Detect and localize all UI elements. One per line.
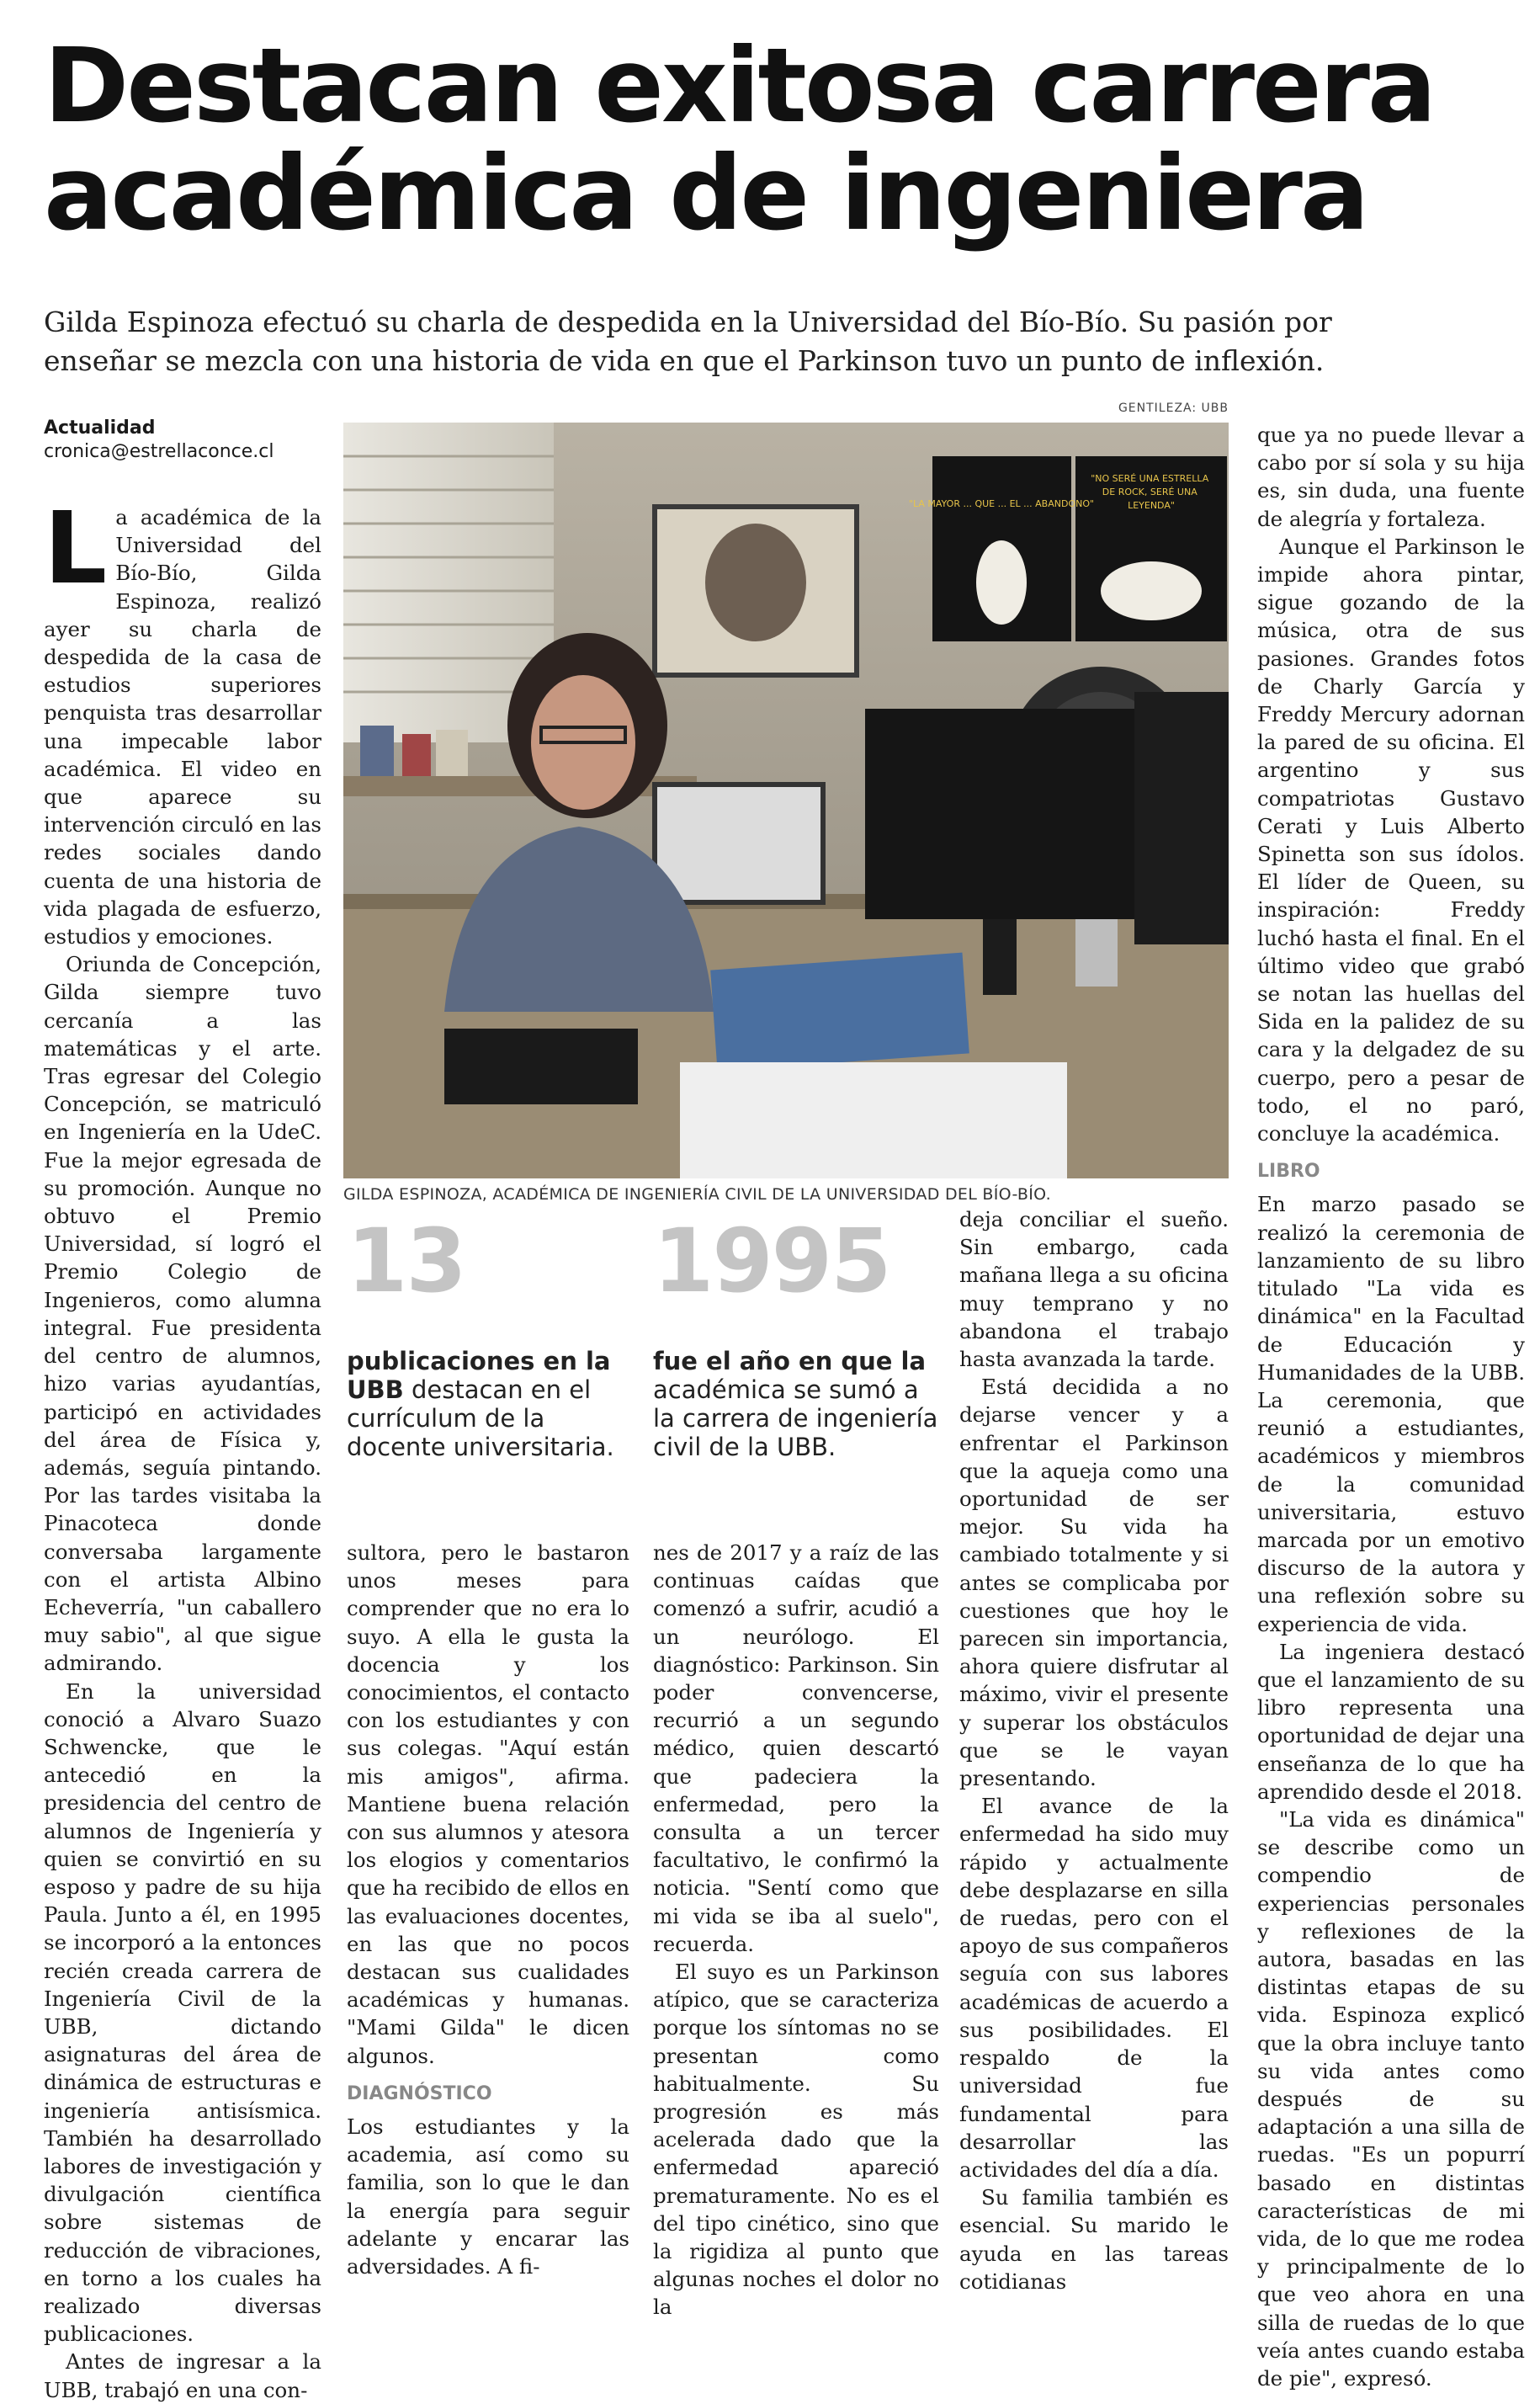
stat-1-text [347,1347,616,1461]
article-paragraph: Oriunda de Concepción, Gilda siempre tuvo cercanía a las matemáticas y el arte. Tras egresar del Colegio Concepción, se matriculó en Ingeniería en la UdeC. Fue la mejor egresada de su promoción. Aunque no obtuvo el Premio Universidad, sí logró el Premio Colegio de Ingenieros, como alumna integral. Fue presidenta del centro de alumnos, hizo varias ayudantías, participó en actividades del área de Física y, además, seguía pintando. Por las tardes visitaba la Pinacoteca donde conversaba largamente con el artista Albino Echeverría, "un caballero muy sabio", al que sigue admirando. [44,952,321,1676]
deck [44,303,1508,380]
article-column-2 [347,1539,629,2280]
stat-2-number: 1995 [653,1210,890,1312]
stat-2-rest: académica se sumó a la carrera de ingeniería civil de la UBB. [653,1375,938,1461]
byline-email: cronica@estrellaconce.cl [44,441,274,462]
poster-right-text: "NO SERÉ UNA ESTRELLA DE ROCK, SERÉ UNA LEYENDA" [1091,473,1209,511]
section-label-diagnostico: DIAGNÓSTICO [347,2082,492,2104]
article-paragraph: En marzo pasado se realizó la ceremonia de lanzamiento de su libro titulado "La vida es dinámica" en la Facultad de Educación y Humanidades de la UBB. La ceremonia, que reunió a estudiantes, académicos y miembros de la comunidad universitaria, estuvo marcada por un emotivo discurso de la autora y una reflexión sobre su experiencia de vida. [1257,1192,1525,1636]
article-paragraph: El suyo es un Parkinson atípico, que se caracteriza porque los síntomas no se presentan como habitualmente. Su progresión es más acelerada dado que la enfermedad apareció prematuramente. No es el del tipo cinético, sino que la rigidiza al punto que algunas noches el dolor no la [653,1960,939,2320]
article-paragraph [44,490,321,950]
article-paragraph: deja conciliar el sueño. Sin embargo, cada mañana llega a su oficina muy temprano y no abandona el trabajo hasta avanzada la tarde. [959,1207,1229,1372]
poster-left-text: "LA MAYOR ... QUE ... EL ... ABANDONO" [908,498,1095,509]
photo-caption: GILDA ESPINOZA, ACADÉMICA DE INGENIERÍA CIVIL DE LA UNIVERSIDAD DEL BÍO-BÍO. [343,1185,1051,1204]
section-label-libro: LIBRO [1257,1161,1320,1183]
article-paragraph: En la universidad conoció a Alvaro Suazo Schwencke, que le antecedió en la presidencia del centro de alumnos de Ingeniería y quien se convirtió en su esposo y padre de su hija Paula. Junto a él, en 1995 se incorporó a la entonces recién creada carrera de Ingeniería Civil de la UBB, dictando asignaturas del área de dinámica de estructuras e ingeniería antisísmica. También ha desarrollado labores de investigación y divulgación científica sobre sistemas de reducción de vibraciones, en torno a los cuales ha realizado diversas publicaciones. [44,1678,321,2347]
headline [44,26,1508,253]
stat-1-rest: destacan en el currículum de la docente universitaria. [347,1375,614,1461]
article-paragraph: Su familia también es esencial. Su marido le ayuda en las tareas cotidianas [959,2185,1229,2294]
article-photo [343,423,1229,1178]
article-paragraph: "La vida es dinámica" se describe como un compendio de experiencias personales y reflexiones de la autora, basadas en las distintas etapas de su vida. Espinoza explicó que la obra incluye tanto su vida antes como después de su adaptación a una silla de ruedas. "Es un popurrí basado en distintas características de mi vida, de lo que me rodea y principalmente de lo que veo ahora en una silla de ruedas de lo que veía antes cuando estaba de pie", expresó. [1257,1806,1525,2391]
article-paragraph: La ingeniera destacó que el lanzamiento de su libro representa una oportunidad de dejar una enseñanza de lo que ha aprendido desde el 2018. [1257,1639,1525,1804]
article-paragraph: Los estudiantes y la academia, así como su familia, son lo que le dan la energía para seguir adelante y encarar las adversidades. A fi- [347,2114,629,2279]
stat-2-bold: fue el año en que la [653,1347,927,1375]
article-column-3 [653,1539,939,2322]
article-paragraph: Aunque el Parkinson le impide ahora pintar, sigue gozando de la música, otra de sus pasiones. Grandes fotos de Charly García y Freddy Mercury adornan la pared de su oficina. El argentino y sus compatriotas Gustavo Cerati y Luis Alberto Spinetta son sus ídolos. El líder de Queen, su inspiración: Freddy luchó hasta el final. En el último video que grabó se notan las huellas del Sida en la palidez de su cara y la delgadez de su cuerpo, pero a pesar de todo, el no paró, concluye la académica. [1257,534,1525,1146]
article-column-5 [1257,421,1525,2392]
deck-line-1: Gilda Espinoza efectuó su charla de despedida en la Universidad del Bío-Bío. Su pasión por [44,306,1332,338]
article-paragraph: Antes de ingresar a la UBB, trabajó en una con- [44,2349,321,2402]
article-column-1 [44,490,321,2404]
photo-credit: GENTILEZA: UBB [1118,402,1229,415]
stat-1-number: 13 [347,1210,465,1312]
article-paragraph: sultora, pero le bastaron unos meses para comprender que no era lo suyo. A ella le gusta la docencia y los conocimientos, el contacto con los estudiantes y con sus colegas. "Aquí están mis amigos", afirma. Mantiene buena relación con sus alumnos y atesora los elogios y comentarios que ha recibido de ellos en las evaluaciones docentes, en las que no pocos destacan sus cualidades académicas y humanas. "Mami Gilda" le dicen algunos. [347,1540,629,2068]
headline-line-2: académica de ingeniera [44,134,1367,253]
article-paragraph: que ya no puede llevar a cabo por sí sola y su hija es, sin duda, una fuente de alegría y fortaleza. [1257,423,1525,531]
headline-line-1: Destacan exitosa carrera [44,26,1435,146]
stat-1-bold: publicaciones en la UBB [347,1347,611,1404]
stat-2-text [653,1347,939,1461]
office-scene-illustration [343,423,1229,1178]
paragraph-text: a académica de la Universidad del Bío-Bío, Gilda Espinoza, realizó ayer su charla de despedida de la casa de estudios superiores penquista tras desarrollar una impecable labor académica. El video en que aparece su intervención circuló en las redes sociales dando cuenta de una historia de vida plagada de esfuerzo, estudios y emociones. [44,505,321,949]
deck-line-2: enseñar se mezcla con una historia de vida en que el Parkinson tuvo un punto de inflexión. [44,344,1325,377]
drop-cap: L [44,490,108,606]
article-paragraph: El avance de la enfermedad ha sido muy rápido y actualmente debe desplazarse en silla de ruedas, pero con el apoyo de sus compañeros seguía con sus labores académicas de acuerdo a sus posibilidades. El respaldo de la universidad fue fundamental para desarrollar las actividades del día a día. [959,1794,1229,2182]
article-paragraph: nes de 2017 y a raíz de las continuas caídas que comenzó a sufrir, acudió a un neurólogo. El diagnóstico: Parkinson. Sin poder convencerse, recurrió a un segundo médico, quien descartó que padeciera la enfermedad, pero la consulta a un tercer facultativo, le confirmó la noticia. "Sentí como que mi vida se iba al suelo", recuerda. [653,1540,939,1956]
article-paragraph: Está decidida a no dejarse vencer y a enfrentar el Parkinson que la aqueja como una oportunidad de ser mejor. Su vida ha cambiado totalmente y si antes se complicaba por cuestiones que hoy le parecen sin importancia, ahora quiere disfrutar al máximo, vivir el presente y superar los obstáculos que se le vayan presentando. [959,1375,1229,1791]
article-column-4 [959,1205,1229,2295]
byline-section: Actualidad [44,418,156,439]
byline [44,417,274,464]
